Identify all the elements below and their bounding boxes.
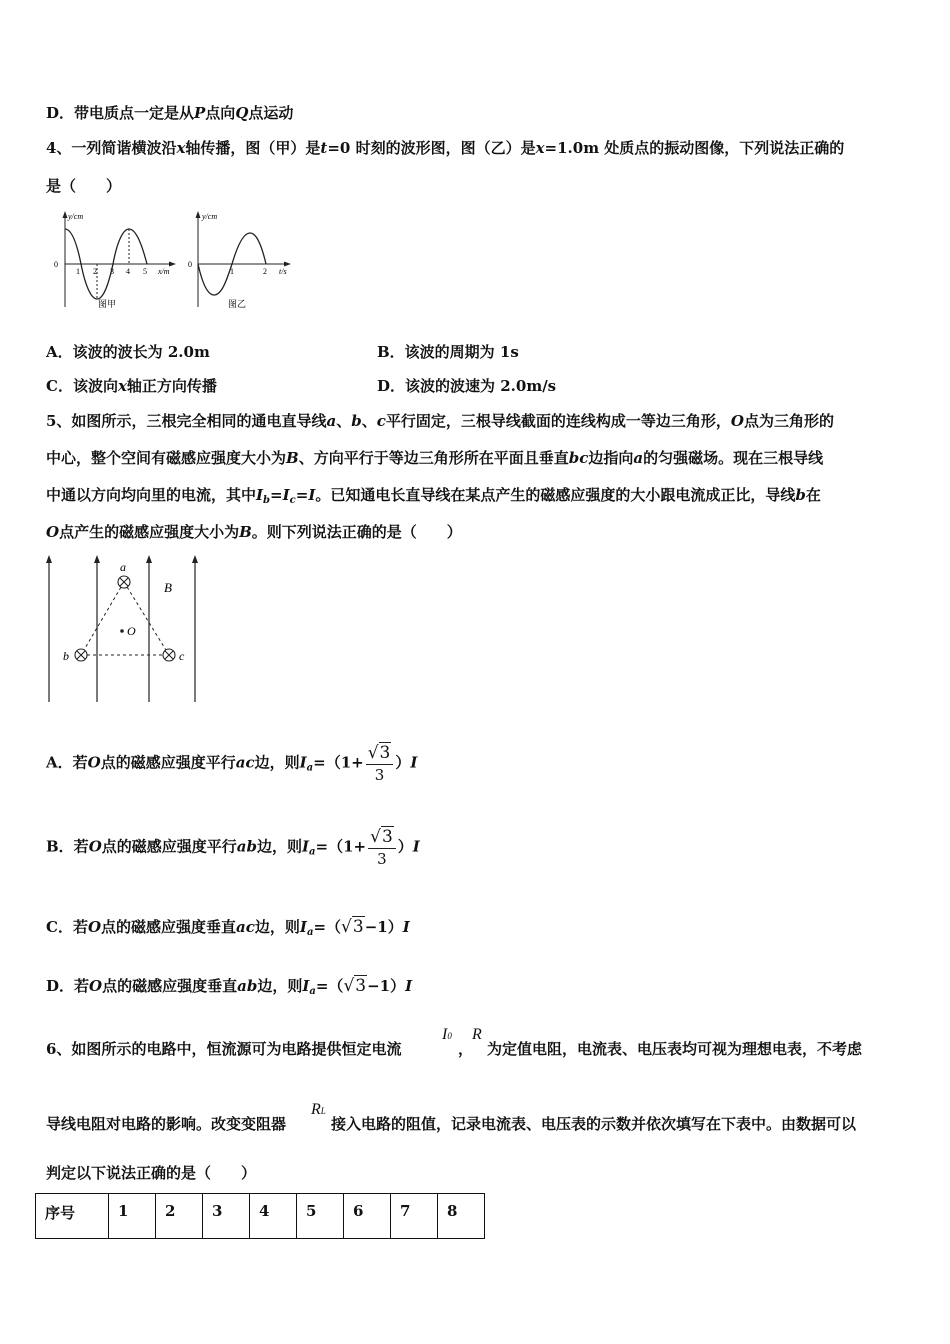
q3-option-d[interactable] <box>46 102 293 123</box>
x-tick: 2 <box>93 267 97 276</box>
t-axis-label: t/s <box>279 267 287 276</box>
point-q: Q <box>235 104 249 122</box>
fraction: $\frac{√3}{3}$ <box>368 827 396 868</box>
figure-caption: 图乙 <box>228 299 247 309</box>
q4-option-a[interactable]: A．该波的波长为 2.0m <box>46 343 210 361</box>
origin-label: 0 <box>188 260 192 269</box>
q4-option-d[interactable]: D．该波的波速为 2.0m/s <box>377 377 557 395</box>
table-cell: 8 <box>438 1194 485 1239</box>
table-row <box>36 1194 485 1239</box>
table-header-cell: 序号 <box>36 1194 109 1239</box>
symbol-i0: I0 <box>442 1026 452 1043</box>
table-cell: 2 <box>156 1194 203 1239</box>
x-axis-label: x/m <box>158 267 170 276</box>
t-tick: 2 <box>263 267 267 276</box>
q5-stem-line1: 5、如图所示，三根完全相同的通电直导线a、b、c平行固定，三根导线截面的连线构成一等边三角形，O点为三角形的 <box>46 412 834 430</box>
q4-stem-line2: 是（ ） <box>46 177 122 195</box>
field-b-label: B <box>164 580 172 595</box>
q4-stem-line1: 4、一列简谐横波沿x轴传播，图（甲）是t=0 时刻的波形图，图（乙）是x=1.0m 处质点的振动图像，下列说法正确的 <box>46 139 845 157</box>
text: 点向 <box>205 104 236 122</box>
q5-option-b[interactable]: B．若O点的磁感应强度平行ab边，则$I_a=(1+$ $\frac{√3}{3}$ ）I <box>46 827 420 868</box>
table-cell: 5 <box>297 1194 344 1239</box>
table-cell: 1 <box>109 1194 156 1239</box>
q6-stem-line2-tail: 接入电路的阻值，记录电流表、电压表的示数并依次填写在下表中。由数据可以 <box>331 1115 857 1133</box>
text: 点运动 <box>248 104 294 122</box>
sqrt: √3 <box>343 976 367 996</box>
text: D．带电质点一定是从 <box>46 104 195 122</box>
q4-figure-jia <box>50 207 180 315</box>
q5-stem-line3: 中通以方向均向里的电流，其中$I_b=I_c=I$。已知通电长直导线在某点产生的磁感应强度的大小跟电流成正比，导线b在 <box>46 486 821 506</box>
symbol-rl: RL <box>311 1101 326 1118</box>
q6-stem-line1: 6、如图所示的电路中，恒流源可为电路提供恒定电流 <box>46 1040 402 1058</box>
q6-stem-line1-tail: 为定值电阻，电流表、电压表均可视为理想电表，不考虑 <box>487 1040 863 1058</box>
q5-figure <box>38 552 208 707</box>
fraction: $\frac{√3}{3}$ <box>366 743 394 784</box>
center-o-label: O <box>127 624 136 638</box>
q5-option-a[interactable]: A．若O点的磁感应强度平行ac边，则$I_a=(1+$ $\frac{√3}{3}$ ）I <box>46 743 418 784</box>
figure-caption: 图甲 <box>98 299 117 309</box>
origin-label: 0 <box>54 260 58 269</box>
table-cell: 6 <box>344 1194 391 1239</box>
x-tick: 5 <box>143 267 147 276</box>
q5-stem-line4: O点产生的磁感应强度大小为B。则下列说法正确的是（ ） <box>46 523 462 541</box>
y-axis-label: y/cm <box>68 212 84 221</box>
x-tick: 4 <box>126 267 130 276</box>
table-cell: 7 <box>391 1194 438 1239</box>
wire-b-label: b <box>63 649 69 663</box>
table-cell: 4 <box>250 1194 297 1239</box>
q5-option-c[interactable]: C．若O点的磁感应强度垂直ac边，则$I_a=(√3-1)I$ <box>46 917 410 938</box>
q4-figure-yi <box>187 207 297 315</box>
x-tick: 1 <box>76 267 80 276</box>
q6-stem-line3: 判定以下说法正确的是（ ） <box>46 1164 257 1182</box>
table-cell: 3 <box>203 1194 250 1239</box>
q4-option-c[interactable]: C．该波向x轴正方向传播 <box>46 377 217 395</box>
sqrt: √3 <box>341 917 364 937</box>
y-axis-label: y/cm <box>202 212 218 221</box>
comma: ， <box>458 1040 474 1058</box>
q5-stem-line2: 中心，整个空间有磁感应强度大小为B、方向平行于等边三角形所在平面且垂直bc边指向a的匀强磁场。现在三根导线 <box>46 449 824 467</box>
q5-option-d[interactable]: D．若O点的磁感应强度垂直ab边，则$I_a=(√3-1)I$ <box>46 976 413 997</box>
q4-option-b[interactable]: B．该波的周期为 1s <box>377 343 519 361</box>
symbol-r: R <box>472 1026 482 1043</box>
x-tick: 3 <box>110 267 114 276</box>
point-p: P <box>194 104 206 122</box>
q6-data-table <box>35 1193 485 1239</box>
wire-c-label: c <box>179 649 185 663</box>
wire-a-label: a <box>120 560 126 574</box>
t-tick: 1 <box>230 267 234 276</box>
q6-stem-line2: 导线电阻对电路的影响。改变变阻器 <box>46 1115 287 1133</box>
